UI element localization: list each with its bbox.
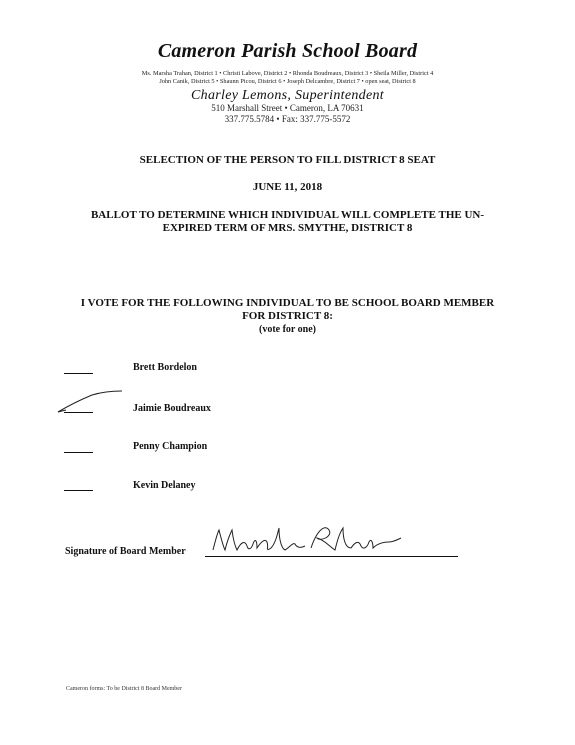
ballot-date: JUNE 11, 2018 — [252, 181, 323, 193]
superintendent-name: Charley Lemons, Superintendent — [191, 88, 384, 103]
board-members-list — [0, 70, 575, 86]
candidate-name-1: Brett Bordelon — [133, 362, 197, 373]
vote-line-1: I VOTE FOR THE FOLLOWING INDIVIDUAL TO BE SCHOOL BOARD MEMBER — [80, 297, 495, 309]
ballot-line-2: EXPIRED TERM OF MRS. SMYTHE, DISTRICT 8 — [162, 222, 413, 234]
vote-count-instruction: (vote for one) — [258, 324, 317, 335]
vote-instruction-block — [40, 297, 535, 336]
selection-title: SELECTION OF THE PERSON TO FILL DISTRICT 8 SEAT — [139, 154, 436, 166]
choice-blank-1[interactable] — [64, 373, 93, 374]
signature-label: Signature of Board Member — [65, 546, 186, 557]
choice-blank-3[interactable] — [64, 452, 93, 453]
phone-line: 337.775.5784 • Fax: 337.775-5572 — [224, 114, 351, 124]
candidate-name-2: Jaimie Boudreaux — [133, 403, 211, 414]
choice-blank-4[interactable] — [64, 490, 93, 491]
handwritten-signature — [205, 520, 405, 560]
address-block — [0, 103, 575, 125]
candidate-name-4: Kevin Delaney — [133, 480, 196, 491]
org-name: Cameron Parish School Board — [157, 40, 418, 62]
members-line-1: Ms. Marsha Trahan, District 1 • Christi Labove, District 2 • Rhonda Boudreaux, District 3 • Sheila Miller, District 4 — [141, 70, 434, 77]
ballot-line-1: BALLOT TO DETERMINE WHICH INDIVIDUAL WILL COMPLETE THE UN- — [90, 209, 485, 221]
vote-line-2: FOR DISTRICT 8: — [242, 310, 333, 322]
checkmark-icon — [56, 388, 126, 416]
address-line: 510 Marshall Street • Cameron, LA 70631 — [211, 103, 364, 113]
candidate-name-3: Penny Champion — [133, 441, 208, 452]
ballot-description — [60, 209, 515, 235]
footer-note: Cameron forms: To be District 8 Board Member — [66, 686, 182, 692]
members-line-2: John Canik, District 5 • Shaunn Picou, District 6 • Joseph Delcambre, District 7 • open seat, District 8 — [159, 78, 416, 85]
